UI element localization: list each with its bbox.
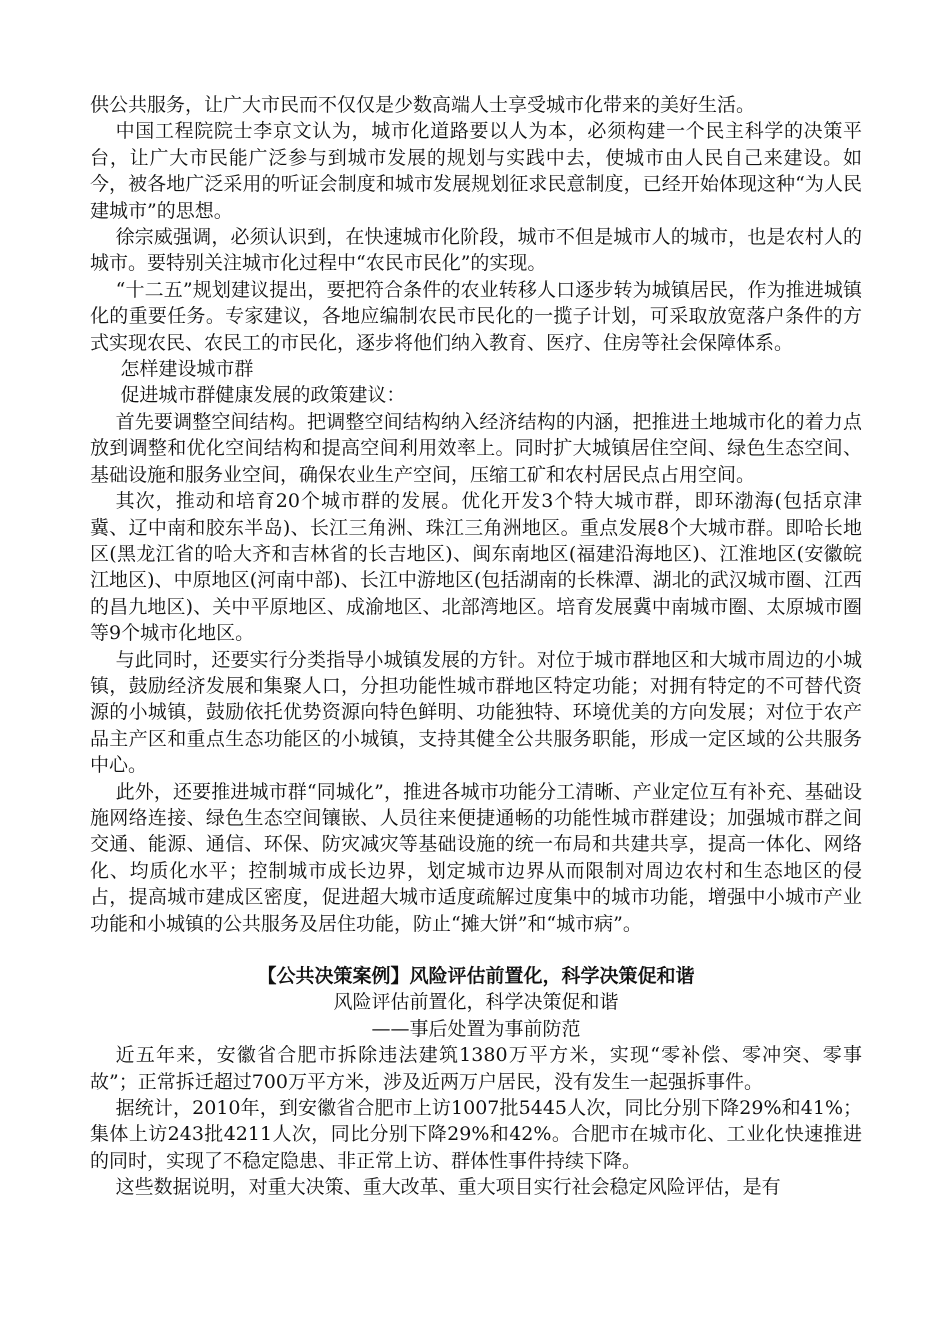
paragraph-integration: 此外，还要推进城市群“同城化”，推进各城市功能分工清晰、产业定位互有补充、基础设施网络连接、绿色生态空间镶嵌、人员往来便捷通畅的功能性城市群建设；加强城市群之间交通、能源、通信、环保、防灾减灾等基础设施的统一布局和共建共享，提高一体化、网络化、均质化水平；控制城市成长边界，划定城市边界从而限制对周边农村和生态地区的侵占，提高城市建成区密度，促进超大城市适度疏解过度集中的城市功能，增强中小城市产业功能和小城镇的公共服务及居住功能，防止“摊大饼”和“城市病”。: [90, 780, 862, 935]
paragraph-small-towns: 与此同时，还要实行分类指导小城镇发展的方针。对位于城市群地区和大城市周边的小城镇，鼓励经济发展和集聚人口，分担功能性城市群地区特定功能；对拥有特定的不可替代资源的小城镇，鼓励依托优势资源向特色鲜明、功能独特、环境优美的方向发展；对位于农产品主产区和重点生态功能区的小城镇，支持其健全公共服务职能，形成一定区域的公共服务中心。: [90, 648, 862, 777]
case-paragraph-conclusion: 这些数据说明，对重大决策、重大改革、重大项目实行社会稳定风险评估，是有: [115, 1176, 781, 1199]
paragraph-twenty-city-clusters: 其次，推动和培育20个城市群的发展。优化开发3个特大城市群，即环渤海(包括京津冀、辽中南和胶东半岛)、长江三角洲、珠江三角洲地区。重点发展8个大城市群。即哈长地区(黑龙江省的哈大齐和吉林省的长吉地区)、闽东南地区(福建沿海地区)、江淮地区(安徽皖江地区)、中原地区(河南中部)、长江中游地区(包括湖南的长株潭、湖北的武汉城市圈、江西的昌九地区)、关中平原地区、成渝地区、北部湾地区。培育发展冀中南城市圈、太原城市圈等9个城市化地区。: [90, 490, 862, 645]
paragraph-spatial-structure: 首先要调整空间结构。把调整空间结构纳入经济结构的内涵，把推进土地城市化的着力点放到调整和优化空间结构和提高空间利用效率上。同时扩大城镇居住空间、绿色生态空间、基础设施和服务业空间，确保农业生产空间，压缩工矿和农村居民点占用空间。: [90, 410, 862, 486]
case-paragraph-statistics: 据统计，2010年，到安徽省合肥市上访1007批5445人次，同比分别下降29%和41%；集体上访243批4211人次，同比分别下降29%和42%。合肥市在城市化、工业化快速推进的同时，实现了不稳定隐患、非正常上访、群体性事件持续下降。: [90, 1097, 862, 1172]
case-subtitle-secondary: ——事后处置为事前防范: [371, 1017, 581, 1040]
paragraph-li-jingwen: 中国工程院院士李京文认为，城市化道路要以人为本，必须构建一个民主科学的决策平台，让广大市民能广泛参与到城市发展的规划与实践中去，使城市由人民自己来建设。如今，被各地广泛采用的听证会制度和城市发展规划征求民意制度，已经开始体现这种“为人民建城市”的思想。: [90, 120, 862, 222]
paragraph-twelfth-five-year: “十二五”规划建议提出，要把符合条件的农业转移人口逐步转为城镇居民，作为推进城镇化的重要任务。专家建议，各地应编制农民市民化的一揽子计划，可采取放宽落户条件的方式实现农民、农民工的市民化，逐步将他们纳入教育、医疗、住房等社会保障体系。: [90, 278, 862, 354]
document-page: [90, 92, 862, 1201]
subheading-build-city-clusters: 怎样建设城市群: [120, 358, 254, 381]
case-paragraph-demolition: 近五年来，安徽省合肥市拆除违法建筑1380万平方米，实现“零补偿、零冲突、零事故”；正常拆迁超过700万平方米，涉及近两万户居民，没有发生一起强拆事件。: [90, 1044, 862, 1093]
paragraph-continued: 供公共服务，让广大市民而不仅仅是少数高端人士享受城市化带来的美好生活。: [90, 94, 756, 116]
case-title: 【公共决策案例】风险评估前置化，科学决策促和谐: [257, 965, 695, 987]
paragraph-xu-zongwei: 徐宗威强调，必须认识到，在快速城市化阶段，城市不但是城市人的城市，也是农村人的城市。要特别关注城市化过程中“农民市民化”的实现。: [90, 226, 862, 275]
case-subtitle: 风险评估前置化，科学决策促和谐: [333, 991, 619, 1014]
subheading-policy-suggestions: 促进城市群健康发展的政策建议：: [120, 384, 406, 407]
